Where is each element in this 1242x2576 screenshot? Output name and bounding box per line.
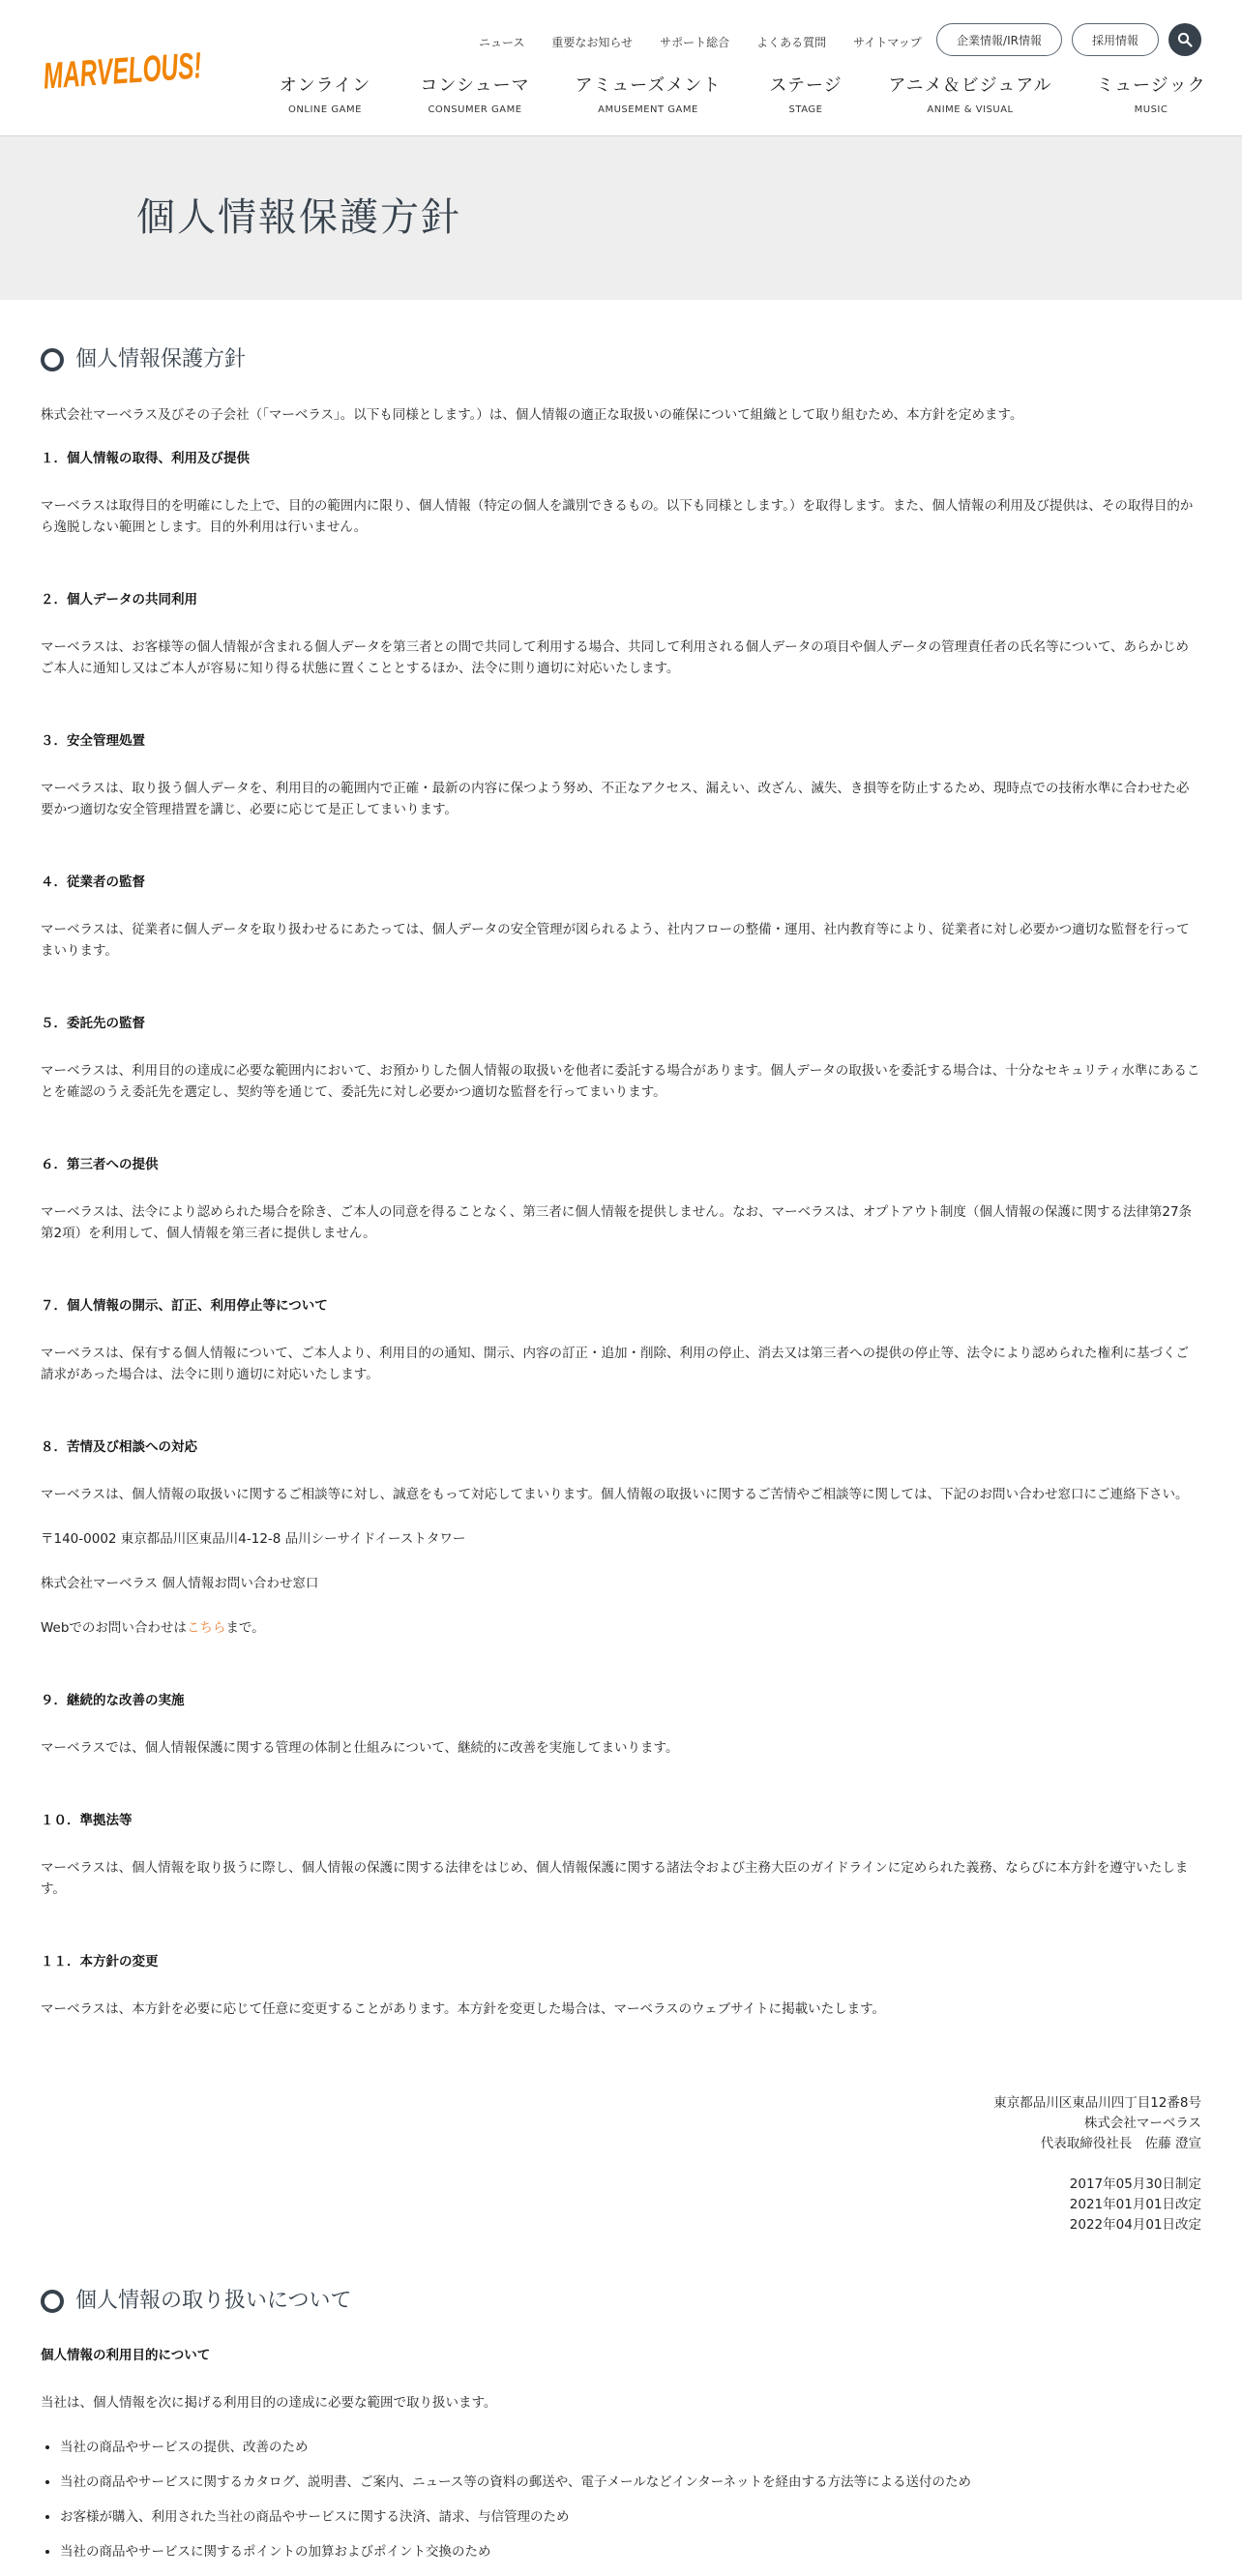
site-header	[0, 0, 1242, 136]
policy-article-10	[41, 1811, 1201, 1900]
policy-article-1	[41, 449, 1201, 538]
article-title: ２．個人データの共同利用	[41, 592, 197, 607]
section-title: 個人情報保護方針	[75, 347, 247, 371]
nav-label-en: CONSUMER GAME	[428, 104, 522, 115]
article-title: ９．継続的な改善の実施	[41, 1693, 185, 1708]
article-title: ４．従業者の監督	[41, 874, 145, 890]
nav-anime-visual[interactable]	[883, 72, 1057, 115]
policy-article-8	[41, 1437, 1201, 1639]
web-contact-link[interactable]: こちら	[186, 1620, 226, 1636]
web-contact-prefix: Webでのお問い合わせは	[41, 1620, 187, 1636]
nav-label-jp: アミューズメント	[575, 75, 722, 96]
policy-intro: 株式会社マーベラス及びその子会社（「マーベラス」。以下も同様とします。）は、個人情報の適正な取扱いの確保について組織として取り組むため、本方針を定めます。	[41, 407, 1023, 423]
article-body: マーベラスは、従業者に個人データを取り扱わせるにあたっては、個人データの安全管理が図られるよう、社内フローの整備・運用、社内教育等により、従業者に対し必要かつ適切な監督を行ってまいります。	[41, 922, 1190, 959]
section-heading-policy	[41, 346, 1201, 373]
article-body: マーベラスは、個人情報を取り扱うに際し、個人情報の保護に関する法律をはじめ、個人情報保護に関する諸法令および主務大臣のガイドラインに定められた義務、ならびに本方針を遵守いたします。	[41, 1860, 1189, 1897]
utility-nav	[479, 25, 922, 58]
date-established: 2017年05月30日制定	[1069, 2176, 1201, 2192]
nav-label-en: STAGE	[788, 104, 823, 115]
web-contact-suffix: まで。	[225, 1620, 265, 1636]
page-title-banner	[0, 136, 1242, 300]
page-title: 個人情報保護方針	[136, 195, 461, 240]
search-button[interactable]	[1168, 23, 1201, 56]
list-item: • 当社の商品やサービスの提供、改善のため	[60, 2437, 1201, 2458]
recruit-button[interactable]: 採用情報	[1072, 23, 1159, 56]
util-link-sitemap[interactable]: サイトマップ	[853, 35, 922, 49]
nav-label-jp: コンシューマ	[420, 75, 530, 96]
article-body: マーベラスは、保有する個人情報について、ご本人より、利用目的の通知、開示、内容の訂正・追加・削除、利用の停止、消去又は第三者への提供の停止等、法令により認められた権利に基づくご請求があった場合は、法令に則り適切に対応いたします。	[41, 1346, 1190, 1382]
util-link-support[interactable]: サポート総合	[660, 35, 730, 49]
article-title: １０．準拠法等	[41, 1813, 133, 1828]
list-item: • お客様が購入、利用された当社の商品やサービスに関する決済、請求、与信管理のため	[60, 2506, 1201, 2528]
signature-ceo: 代表取締役社長 佐藤 澄宣	[1040, 2136, 1201, 2151]
search-icon	[1177, 32, 1193, 47]
policy-article-6	[41, 1155, 1201, 1244]
contact-address: 〒140-0002 東京都品川区東品川4-12-8 品川シーサイドイーストタワー	[41, 1531, 466, 1547]
article-body: マーベラスは、本方針を必要に応じて任意に変更することがあります。本方針を変更した場合は、マーベラスのウェブサイトに掲載いたします。	[41, 2001, 886, 2017]
article-title: ８．苦情及び相談への対応	[41, 1439, 197, 1455]
article-body: マーベラスでは、個人情報保護に関する管理の体制と仕組みについて、継続的に改善を実施してまいります。	[41, 1740, 679, 1756]
nav-online-game[interactable]	[238, 72, 412, 115]
signature-company: 株式会社マーベラス	[1083, 2116, 1201, 2131]
nav-music[interactable]	[1064, 72, 1238, 115]
nav-label-jp: ステージ	[769, 75, 843, 96]
circle-bullet-icon	[41, 2290, 64, 2313]
article-title: １１．本方針の変更	[41, 1954, 159, 1969]
list-item: • 当社の商品やサービスに関するポイントの加算およびポイント交換のため	[60, 2541, 1201, 2562]
handling-subheading: 個人情報の利用目的について	[41, 2348, 211, 2363]
article-title: ３．安全管理処置	[41, 733, 145, 749]
marvelous-logo[interactable]	[41, 27, 292, 101]
nav-label-jp: アニメ＆ビジュアル	[888, 75, 1052, 96]
util-link-important-notices[interactable]: 重要なお知らせ	[551, 35, 634, 49]
article-title: １．個人情報の取得、利用及び提供	[41, 451, 250, 466]
util-link-news[interactable]: ニュース	[479, 35, 525, 49]
article-body: マーベラスは、お客様等の個人情報が含まれる個人データを第三者との間で共同して利用する場合、共同して利用される個人データの項目や個人データの管理責任者の氏名等について、あらかじめご本人に通知し又はご本人が容易に知り得る状態に置くこととするほか、法令に則り適切に対応いたします。	[41, 639, 1190, 676]
article-title: ６．第三者への提供	[41, 1157, 159, 1172]
nav-stage[interactable]	[719, 72, 893, 115]
handling-intro: 当社は、個人情報を次に掲げる利用目的の達成に必要な範囲で取り扱います。	[41, 2395, 497, 2411]
policy-article-2	[41, 590, 1201, 679]
policy-signature	[41, 2093, 1201, 2235]
nav-label-jp: オンライン	[279, 75, 371, 96]
article-body: マーベラスは、個人情報の取扱いに関するご相談等に対し、誠意をもって対応してまいります。個人情報の取扱いに関するご苦情やご相談等に関しては、下記のお問い合わせ窓口にご連絡下さい。	[41, 1487, 1189, 1502]
date-revised-2022: 2022年04月01日改定	[1069, 2217, 1201, 2233]
nav-label-en: AMUSEMENT GAME	[598, 104, 698, 115]
policy-article-11	[41, 1952, 1201, 2020]
article-body: マーベラスは、取り扱う個人データを、利用目的の範囲内で正確・最新の内容に保つよう努め、不正なアクセス、漏えい、改ざん、滅失、き損等を防止するため、現時点での技術水準に合わせた必要かつ適切な安全管理措置を講じ、必要に応じて是正してまいります。	[41, 781, 1190, 817]
list-item: • 当社の商品やサービスに関するカタログ、説明書、ご案内、ニュース等の資料の郵送や、電子メールなどインターネットを経由する方法等による送付のため	[60, 2472, 1201, 2493]
logo-text: MARVELOUS!	[42, 39, 292, 98]
nav-amusement-game[interactable]	[561, 72, 735, 115]
policy-article-4	[41, 873, 1201, 962]
corporate-ir-button[interactable]: 企業情報/IR情報	[936, 23, 1062, 56]
util-link-faq[interactable]: よくある質問	[756, 35, 827, 49]
purpose-list	[41, 2437, 1201, 2562]
article-body: マーベラスは、法令により認められた場合を除き、ご本人の同意を得ることなく、第三者に個人情報を提供しません。なお、マーベラスは、オプトアウト制度（個人情報の保護に関する法律第27条第2項）を利用して、個人情報を第三者に提供しません。	[41, 1204, 1193, 1241]
section-title: 個人情報の取り扱いについて	[75, 2289, 352, 2313]
nav-label-jp: ミュージック	[1096, 75, 1206, 96]
policy-article-9	[41, 1691, 1201, 1759]
circle-bullet-icon	[41, 348, 64, 371]
section-heading-handling	[41, 2288, 1201, 2315]
policy-article-5	[41, 1014, 1201, 1103]
policy-article-3	[41, 731, 1201, 820]
date-revised-2021: 2021年01月01日改定	[1069, 2197, 1201, 2212]
nav-label-en: ONLINE GAME	[288, 104, 362, 115]
article-title: ５．委託先の監督	[41, 1016, 145, 1031]
contact-desk: 株式会社マーベラス 個人情報お問い合わせ窓口	[41, 1576, 319, 1591]
policy-article-7	[41, 1296, 1201, 1385]
main-content	[41, 300, 1201, 2576]
web-contact-line	[41, 1617, 1201, 1639]
article-body: マーベラスは、利用目的の達成に必要な範囲内において、お預かりした個人情報の取扱いを他者に委託する場合があります。個人データの取扱いを委託する場合は、十分なセキュリティ水準にあることを確認のうえ委託先を選定し、契約等を通じて、委託先に対し必要かつ適切な監督を行ってまいります。	[41, 1063, 1200, 1100]
nav-label-en: ANIME & VISUAL	[927, 104, 1014, 115]
signature-address: 東京都品川区東品川四丁目12番8号	[993, 2095, 1201, 2111]
nav-label-en: MUSIC	[1134, 104, 1168, 115]
article-title: ７．個人情報の開示、訂正、利用停止等について	[41, 1298, 328, 1314]
nav-consumer-game[interactable]	[388, 72, 562, 115]
article-body: マーベラスは取得目的を明確にした上で、目的の範囲内に限り、個人情報（特定の個人を識別できるもの。以下も同様とします。）を取得します。また、個人情報の利用及び提供は、その取得目的から逸脱しない範囲とします。目的外利用は行いません。	[41, 498, 1194, 535]
